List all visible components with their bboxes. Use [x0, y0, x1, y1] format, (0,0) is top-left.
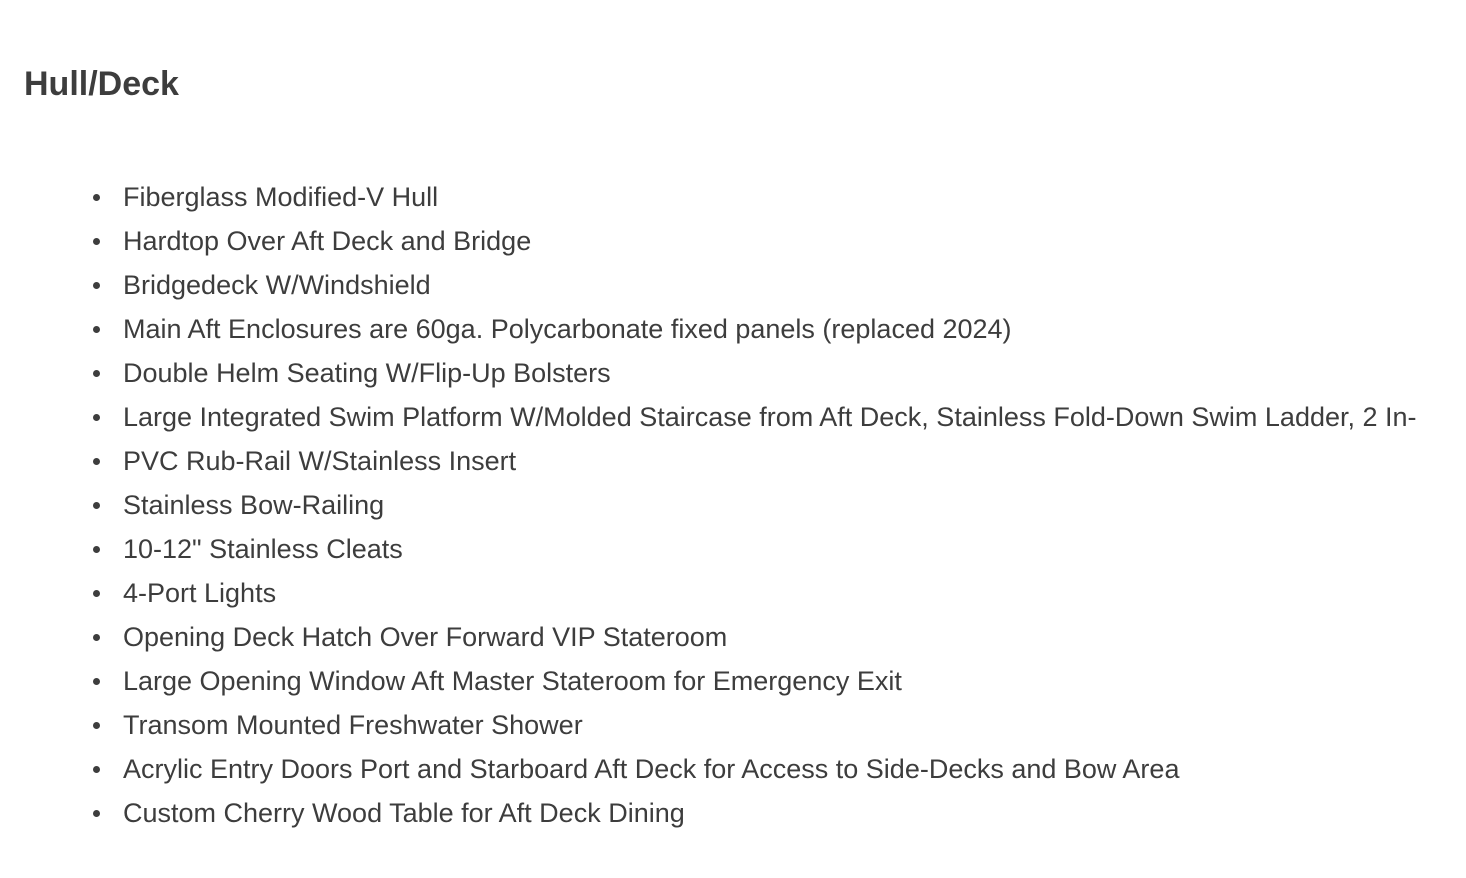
list-item-text: Opening Deck Hatch Over Forward VIP Stateroom — [123, 622, 728, 652]
bullet-icon — [93, 678, 100, 685]
list-item — [0, 747, 1466, 791]
section-title: Hull/Deck — [24, 65, 179, 103]
list-item-text: Bridgedeck W/Windshield — [123, 270, 431, 300]
bullet-icon — [93, 502, 100, 509]
list-item-text: 4-Port Lights — [123, 578, 277, 608]
list-item-text: Fiberglass Modified-V Hull — [123, 182, 439, 212]
bullet-icon — [93, 326, 100, 333]
list-item-text: Double Helm Seating W/Flip-Up Bolsters — [123, 358, 611, 388]
list-item — [0, 703, 1466, 747]
list-item-text: Transom Mounted Freshwater Shower — [123, 710, 583, 740]
bullet-icon — [93, 458, 100, 465]
list-item — [0, 219, 1466, 263]
bullet-icon — [93, 282, 100, 289]
list-item-text: Stainless Bow-Railing — [123, 490, 385, 520]
list-item — [0, 307, 1466, 351]
list-item — [0, 791, 1466, 835]
list-item-text: Hardtop Over Aft Deck and Bridge — [123, 226, 532, 256]
list-item — [0, 175, 1466, 219]
list-item-text: Large Opening Window Aft Master Stateroom for Emergency Exit — [123, 666, 902, 696]
list-item — [0, 351, 1466, 395]
list-item-text: Large Integrated Swim Platform W/Molded Staircase from Aft Deck, Stainless Fold-Down Swim Ladder, 2 In- — [123, 402, 1417, 432]
list-item-text: Main Aft Enclosures are 60ga. Polycarbonate fixed panels (replaced 2024) — [123, 314, 1012, 344]
list-item-text: Acrylic Entry Doors Port and Starboard Aft Deck for Access to Side-Decks and Bow Area — [123, 754, 1180, 784]
list-item — [0, 659, 1466, 703]
bullet-icon — [93, 414, 100, 421]
bullet-icon — [93, 546, 100, 553]
list-item-text: 10-12" Stainless Cleats — [123, 534, 403, 564]
list-item — [0, 571, 1466, 615]
list-item — [0, 263, 1466, 307]
bullet-icon — [93, 238, 100, 245]
list-item — [0, 483, 1466, 527]
bullet-icon — [93, 590, 100, 597]
list-item-text: Custom Cherry Wood Table for Aft Deck Dining — [123, 798, 685, 828]
bullet-icon — [93, 194, 100, 201]
bullet-icon — [93, 370, 100, 377]
bullet-icon — [93, 634, 100, 641]
list-item — [0, 527, 1466, 571]
list-item-text: PVC Rub-Rail W/Stainless Insert — [123, 446, 517, 476]
bullet-icon — [93, 810, 100, 817]
list-item — [0, 395, 1466, 439]
list-item — [0, 615, 1466, 659]
bullet-icon — [93, 766, 100, 773]
list-item — [0, 439, 1466, 483]
bullet-icon — [93, 722, 100, 729]
feature-list — [0, 175, 1466, 835]
